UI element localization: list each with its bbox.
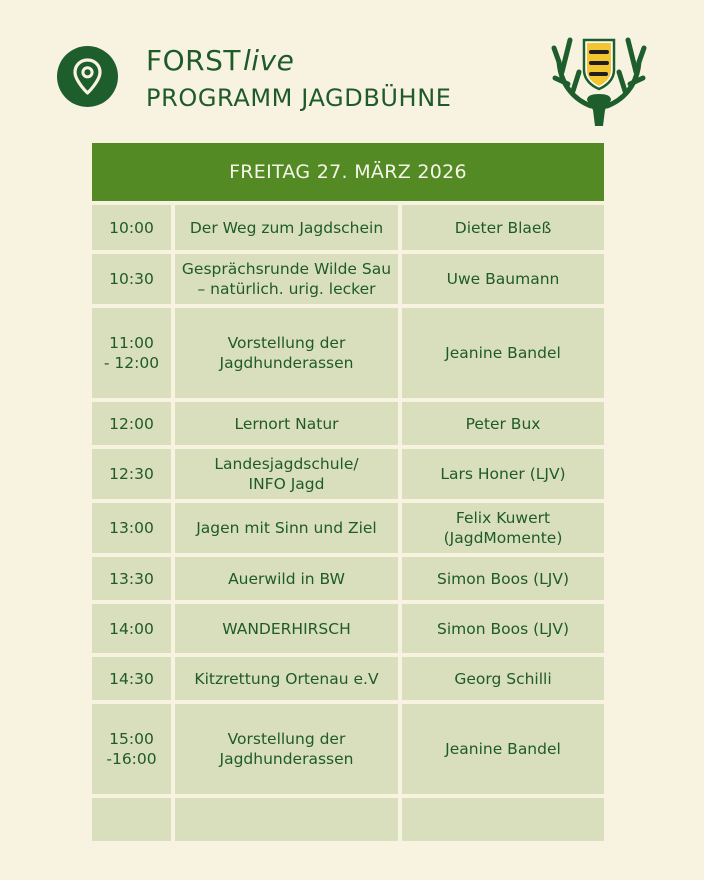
antler-crest-icon (551, 34, 647, 134)
table-row (92, 205, 604, 250)
speaker-cell: Uwe Baumann (402, 254, 604, 304)
location-pin-icon (57, 46, 118, 107)
time-cell: 13:30 (92, 557, 171, 600)
speaker-cell (402, 798, 604, 841)
time-cell: 11:00 - 12:00 (92, 308, 171, 398)
title-cell: Jagen mit Sinn und Ziel (175, 503, 398, 553)
title-cell: WANDERHIRSCH (175, 604, 398, 653)
page-title: PROGRAMM JAGDBÜHNE (146, 84, 452, 112)
page-header (0, 0, 704, 140)
speaker-cell: Simon Boos (LJV) (402, 604, 604, 653)
title-cell (175, 798, 398, 841)
day-title: FREITAG 27. MÄRZ 2026 (92, 143, 604, 201)
time-cell: 10:00 (92, 205, 171, 250)
table-row (92, 402, 604, 445)
title-cell: Gesprächsrunde Wilde Sau – natürlich. urig. lecker (175, 254, 398, 304)
speaker-cell: Lars Honer (LJV) (402, 449, 604, 499)
table-row (92, 557, 604, 600)
speaker-cell: Georg Schilli (402, 657, 604, 700)
time-cell: 10:30 (92, 254, 171, 304)
table-row (92, 798, 604, 841)
title-cell: Kitzrettung Ortenau e.V (175, 657, 398, 700)
title-cell: Vorstellung der Jagdhunderassen (175, 308, 398, 398)
time-cell: 12:30 (92, 449, 171, 499)
table-row (92, 503, 604, 553)
speaker-cell: Dieter Blaeß (402, 205, 604, 250)
table-row (92, 254, 604, 304)
speaker-cell: Jeanine Bandel (402, 704, 604, 794)
table-row (92, 657, 604, 700)
brand-live: live (242, 44, 295, 77)
title-cell: Auerwild in BW (175, 557, 398, 600)
brand-main: FORST (146, 44, 241, 77)
speaker-cell: Felix Kuwert (JagdMomente) (402, 503, 604, 553)
title-cell: Vorstellung der Jagdhunderassen (175, 704, 398, 794)
table-row (92, 604, 604, 653)
title-cell: Der Weg zum Jagdschein (175, 205, 398, 250)
table-row (92, 308, 604, 398)
speaker-cell: Jeanine Bandel (402, 308, 604, 398)
brand-logo-text (146, 45, 294, 77)
time-cell: 12:00 (92, 402, 171, 445)
title-cell: Lernort Natur (175, 402, 398, 445)
speaker-cell: Simon Boos (LJV) (402, 557, 604, 600)
speaker-cell: Peter Bux (402, 402, 604, 445)
time-cell: 15:00 -16:00 (92, 704, 171, 794)
title-cell: Landesjagdschule/ INFO Jagd (175, 449, 398, 499)
time-cell: 14:30 (92, 657, 171, 700)
table-row (92, 704, 604, 794)
table-row (92, 449, 604, 499)
schedule-table (92, 143, 604, 841)
time-cell: 14:00 (92, 604, 171, 653)
time-cell: 13:00 (92, 503, 171, 553)
time-cell (92, 798, 171, 841)
